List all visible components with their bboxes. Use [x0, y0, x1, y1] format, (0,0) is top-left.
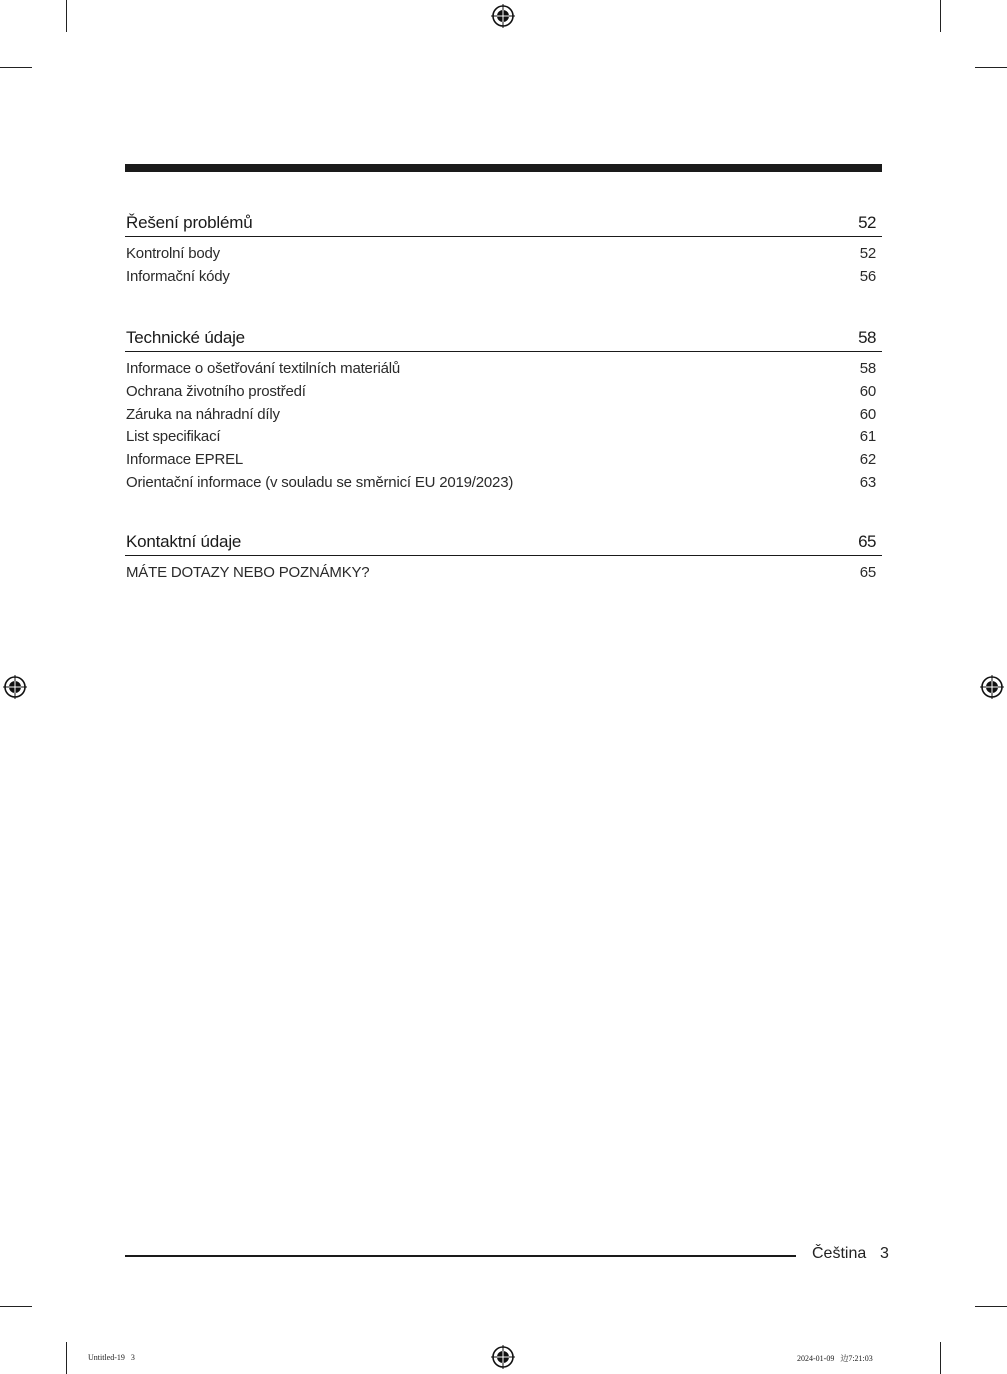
section-page-number: 65 [858, 532, 876, 551]
crop-mark [0, 1306, 32, 1307]
entry-label: Orientační informace (v souladu se směrnicí EU 2019/2023) [126, 473, 514, 491]
print-slug-left: Untitled-19 3 [88, 1353, 135, 1362]
toc-entry[interactable] [125, 449, 882, 472]
entry-page-number: 60 [859, 382, 876, 400]
footer-language: Čeština [812, 1245, 867, 1262]
section-page-number: 52 [858, 213, 876, 232]
entry-label: Informace o ošetřování textilních materiálů [126, 360, 401, 377]
crop-mark [940, 0, 941, 32]
crop-mark [66, 1342, 67, 1374]
toc-entry[interactable] [125, 266, 882, 289]
section-header[interactable] [125, 325, 882, 352]
registration-mark-icon [980, 675, 1004, 699]
entry-page-number: 62 [859, 451, 876, 469]
toc-entry[interactable] [125, 243, 882, 266]
print-slug-right: 2024-01-09 边7:21:03 [797, 1354, 873, 1363]
entry-page-number: 60 [859, 405, 876, 423]
section-title: Technické údaje [126, 328, 245, 347]
crop-mark [975, 67, 1007, 68]
crop-mark [940, 1342, 941, 1374]
entry-label: MÁTE DOTAZY NEBO POZNÁMKY? [126, 564, 370, 581]
toc-entry[interactable] [125, 358, 882, 381]
crop-mark [66, 0, 67, 32]
entry-page-number: 63 [859, 473, 876, 491]
entry-label: Informace EPREL [126, 451, 244, 469]
entry-page-number: 61 [859, 428, 876, 446]
section-page-number: 58 [858, 328, 876, 347]
entry-label: Záruka na náhradní díly [126, 405, 280, 423]
section-header[interactable] [125, 529, 882, 556]
entry-label: Ochrana životního prostředí [126, 382, 306, 400]
entry-page-number: 56 [859, 267, 876, 285]
toc-section [125, 210, 882, 289]
entry-page-number: 52 [859, 245, 876, 262]
entry-page-number: 58 [859, 360, 876, 377]
registration-mark-icon [491, 1345, 515, 1369]
section-header[interactable] [125, 210, 882, 237]
toc-section [125, 325, 882, 495]
entry-label: List specifikací [126, 428, 221, 446]
toc-entry[interactable] [125, 404, 882, 427]
entry-list [125, 562, 882, 585]
entry-label: Informační kódy [126, 267, 230, 285]
toc-entry[interactable] [125, 562, 882, 585]
section-title: Kontaktní údaje [126, 532, 242, 551]
entry-page-number: 65 [859, 564, 876, 581]
toc-entry[interactable] [125, 426, 882, 449]
footer-rule [125, 1255, 796, 1257]
crop-mark [0, 67, 32, 68]
toc-section [125, 529, 882, 585]
toc-entry[interactable] [125, 381, 882, 404]
header-rule [125, 164, 882, 172]
toc-entry[interactable] [125, 472, 882, 495]
entry-list [125, 358, 882, 495]
registration-mark-icon [491, 4, 515, 28]
registration-mark-icon [3, 675, 27, 699]
section-title: Řešení problémů [126, 213, 253, 232]
footer-page-number: 3 [880, 1245, 889, 1262]
entry-list [125, 243, 882, 289]
crop-mark [975, 1306, 1007, 1307]
entry-label: Kontrolní body [126, 245, 220, 262]
